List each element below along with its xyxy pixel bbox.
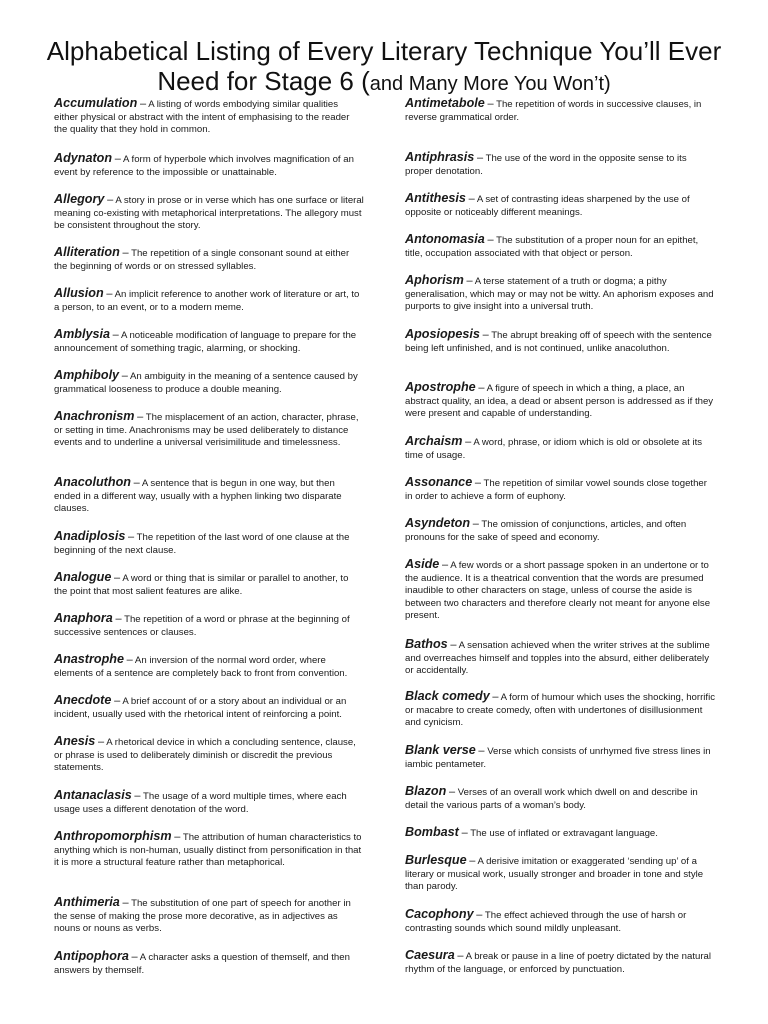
entry-term: Anaphora [54, 611, 113, 625]
glossary-entry: Adynaton – A form of hyperbole which involves magnification of an event by reference to the impossible or unattainable. [54, 151, 354, 178]
glossary-entry: Amblysia – A noticeable modification of language to prepare for the announcement of something tragic, alarming, or shocking. [54, 327, 357, 354]
glossary-entry: Aposiopesis – The abrupt breaking off of speech with the sentence being left unfinished, and is not continued, unlike anacoluthon. [405, 327, 712, 354]
entry-term: Anthropomorphism [54, 829, 172, 843]
entry-term: Allusion [54, 286, 104, 300]
glossary-entry: Aside – A few words or a short passage spoken in an undertone or to the audience. It is a theatrical convention that the words are presumed inaudible to other characters on stage, unless of course the aside is between two characters and therefore clearly not meant for anyone else present. [405, 557, 711, 622]
entry-term: Aside [405, 557, 440, 571]
glossary-entry: Anaphora – The repetition of a word or phrase at the beginning of successive sentences or clauses. [54, 611, 350, 638]
entry-definition: A set of contrasting ideas sharpened by the use of opposite or noticeably different meanings. [405, 194, 690, 218]
glossary-entry: Anthimeria – The substitution of one part of speech for another in the sense of making the prose more decorative, as in adjectives as nouns or nouns as verbs. [54, 895, 351, 935]
entry-term: Black comedy [405, 689, 490, 703]
entry-definition: A few words or a short passage spoken in an undertone or to the audience. It is a theatrical convention that the words are presumed inaudible to other characters on stage, unless of course the aside is between two characters and therefore clearly not meant for anyone else present. [405, 560, 711, 622]
entry-definition: Verses of an overall work which dwell on and describe in detail the various parts of a woman’s body. [405, 787, 698, 811]
entry-definition: A rhetorical device in which a concluding sentence, clause, or phrase is used to deliberately diminish or discredit the previous statements. [54, 737, 356, 774]
entry-term: Burlesque [405, 853, 467, 867]
entry-term: Adynaton [54, 151, 113, 165]
entry-definition: The attribution of human characteristics to anything which is non-human, usually distinct from personification in that it is more a structural feature rather than metaphorical. [54, 832, 362, 869]
glossary-entry: Anadiplosis – The repetition of the last word of one clause at the beginning of the next clause. [54, 529, 350, 556]
entry-definition: A derisive imitation or exaggerated ‘sending up’ of a literary or musical work, usually stronger and broader in tone and style than parody. [405, 856, 704, 893]
entry-definition: The use of the word in the opposite sense to its proper denotation. [405, 153, 687, 177]
entry-definition: A story in prose or in verse which has one surface or literal meaning co-existing with metaphorical interpretations. The allegory must be consistent throughout the story. [54, 195, 364, 232]
glossary-entry: Allegory – A story in prose or in verse which has one surface or literal meaning co-existing with metaphorical interpretations. The allegory must be consistent throughout the story. [54, 192, 364, 232]
entry-definition: A terse statement of a truth or dogma; a pithy generalisation, which may or may not be witty. An aphorism exposes and purports to give insight into a universal truth. [405, 276, 714, 313]
entry-definition: The repetition of similar vowel sounds close together in order to achieve a form of euphony. [405, 478, 707, 502]
page-title [20, 36, 748, 99]
entry-term: Antithesis [405, 191, 466, 205]
entry-term: Antonomasia [405, 232, 485, 246]
glossary-entry: Asyndeton – The omission of conjunctions, articles, and often pronouns for the sake of speed and economy. [405, 516, 687, 543]
entry-term: Aposiopesis [405, 327, 480, 341]
entry-term: Amphiboly [54, 368, 120, 382]
entry-term: Blank verse [405, 743, 476, 757]
entry-term: Analogue [54, 570, 112, 584]
glossary-entry: Blank verse – Verse which consists of unrhymed five stress lines in iambic pentameter. [405, 743, 711, 770]
entry-term: Amblysia [54, 327, 110, 341]
entry-definition: The abrupt breaking off of speech with the sentence being left unfinished, and is not continued, unlike anacoluthon. [405, 330, 712, 354]
glossary-entry: Antipophora – A character asks a question of themself, and then answers by themself. [54, 949, 350, 976]
entry-term: Apostrophe [405, 380, 476, 394]
entry-definition: The repetition of words in successive clauses, in reverse grammatical order. [405, 99, 702, 123]
entry-definition: A brief account of or a story about an individual or an incident, usually used with the rhetorical intent of reinforcing a point. [54, 696, 347, 720]
entry-term: Bombast [405, 825, 459, 839]
entry-definition: A word, phrase, or idiom which is old or obsolete at its time of usage. [405, 437, 703, 461]
glossary-entry: Blazon – Verses of an overall work which dwell on and describe in detail the various parts of a woman’s body. [405, 784, 698, 811]
entry-definition: A word or thing that is similar or parallel to another, to the point that most salient features are alike. [54, 573, 349, 597]
glossary-entry: Anecdote – A brief account of or a story about an individual or an incident, usually used with the rhetorical intent of reinforcing a point. [54, 693, 347, 720]
entry-definition: The effect achieved through the use of harsh or contrasting sounds which sound mildly unpleasant. [405, 910, 687, 934]
entry-term: Antanaclasis [54, 788, 132, 802]
glossary-entry: Amphiboly – An ambiguity in the meaning of a sentence caused by grammatical looseness to produce a double meaning. [54, 368, 358, 395]
glossary-entry: Analogue – A word or thing that is similar or parallel to another, to the point that most salient features are alike. [54, 570, 349, 597]
glossary-entry: Burlesque – A derisive imitation or exaggerated ‘sending up’ of a literary or musical work, usually stronger and broader in tone and style than parody. [405, 853, 704, 893]
glossary-entry: Archaism – A word, phrase, or idiom which is old or obsolete at its time of usage. [405, 434, 703, 461]
glossary-entry: Antanaclasis – The usage of a word multiple times, where each usage uses a different denotation of the word. [54, 788, 347, 815]
entry-term: Alliteration [54, 245, 120, 259]
glossary-entry: Caesura – A break or pause in a line of poetry dictated by the natural rhythm of the language, or enforced by punctuation. [405, 948, 711, 975]
entry-term: Anadiplosis [54, 529, 126, 543]
entry-definition: A sentence that is begun in one way, but then ended in a different way, usually with a hyphen linking two disparate clauses. [54, 478, 342, 515]
entry-term: Anesis [54, 734, 96, 748]
entry-definition: An inversion of the normal word order, where elements of a sentence are completely back to front from convention. [54, 655, 348, 679]
entry-definition: The usage of a word multiple times, where each usage uses a different denotation of the word. [54, 791, 347, 815]
entry-definition: The substitution of one part of speech for another in the sense of making the prose more decorative, as in adjectives as nouns or nouns as verbs. [54, 898, 351, 935]
entry-definition: The omission of conjunctions, articles, and often pronouns for the sake of speed and economy. [405, 519, 687, 543]
entry-term: Anacoluthon [54, 475, 131, 489]
entry-term: Assonance [405, 475, 473, 489]
entry-definition: A noticeable modification of language to prepare for the announcement of something tragic, alarming, or shocking. [54, 330, 357, 354]
glossary-entry: Antithesis – A set of contrasting ideas sharpened by the use of opposite or noticeably different meanings. [405, 191, 690, 218]
entry-definition: A sensation achieved when the writer strives at the sublime and overreaches himself and topples into the absurd, either deliberately or accidentally. [405, 640, 710, 677]
glossary-entry: Apostrophe – A figure of speech in which a thing, a place, an abstract quality, an idea, a dead or absent person is addressed as if they were present and capable of understanding. [405, 380, 714, 420]
glossary-entry: Alliteration – The repetition of a single consonant sound at either the beginning of words or on stressed syllables. [54, 245, 350, 272]
entry-term: Anthimeria [54, 895, 120, 909]
entry-term: Anecdote [54, 693, 112, 707]
entry-definition: The substitution of a proper noun for an epithet, title, occupation associated with that object or person. [405, 235, 699, 259]
glossary-entry: Accumulation – A listing of words embodying similar qualities either physical or abstract with the intent of emphasising to the reader the quality that they hold in common. [54, 96, 350, 136]
entry-definition: The misplacement of an action, character, phrase, or setting in time. Anachronisms may be used deliberately to distance events and to underline a universal verisimilitude and timelessness. [54, 412, 359, 449]
entry-term: Asyndeton [405, 516, 471, 530]
glossary-entry: Anthropomorphism – The attribution of human characteristics to anything which is non-human, usually distinct from personification in that it is more a structural feature rather than metaphorical. [54, 829, 362, 869]
entry-term: Caesura [405, 948, 455, 962]
entry-term: Blazon [405, 784, 447, 798]
entry-term: Anastrophe [54, 652, 124, 666]
glossary-entry: Bathos – A sensation achieved when the writer strives at the sublime and overreaches himself and topples into the absurd, either deliberately or accidentally. [405, 637, 710, 677]
glossary-entry: Aphorism – A terse statement of a truth or dogma; a pithy generalisation, which may or may not be witty. An aphorism exposes and purports to give insight into a universal truth. [405, 273, 714, 313]
glossary-entry: Anacoluthon – A sentence that is begun in one way, but then ended in a different way, usually with a hyphen linking two disparate clauses. [54, 475, 342, 515]
entry-term: Bathos [405, 637, 448, 651]
entry-definition: Verse which consists of unrhymed five stress lines in iambic pentameter. [405, 746, 711, 770]
glossary-entry: Antiphrasis – The use of the word in the opposite sense to its proper denotation. [405, 150, 687, 177]
glossary-entry: Bombast – The use of inflated or extravagant language. [405, 825, 658, 839]
glossary-entry: Allusion – An implicit reference to another work of literature or art, to a person, to an event, or to a modern meme. [54, 286, 360, 313]
glossary-entry: Assonance – The repetition of similar vowel sounds close together in order to achieve a form of euphony. [405, 475, 707, 502]
entry-definition: A break or pause in a line of poetry dictated by the natural rhythm of the language, or enforced by punctuation. [405, 951, 711, 975]
glossary-entry: Antonomasia – The substitution of a proper noun for an epithet, title, occupation associated with that object or person. [405, 232, 699, 259]
entry-term: Antimetabole [405, 96, 485, 110]
entry-definition: A form of humour which uses the shocking, horrific or macabre to create comedy, often with undertones of disillusionment and cynicism. [405, 692, 715, 729]
entry-definition: An implicit reference to another work of literature or art, to a person, to an event, or to a modern meme. [54, 289, 360, 313]
entry-definition: A listing of words embodying similar qualities either physical or abstract with the intent of emphasising to the reader the quality that they hold in common. [54, 99, 350, 136]
entry-term: Cacophony [405, 907, 474, 921]
entry-term: Archaism [405, 434, 463, 448]
entry-term: Anachronism [54, 409, 135, 423]
entry-term: Antiphrasis [405, 150, 475, 164]
glossary-entry: Anesis – A rhetorical device in which a concluding sentence, clause, or phrase is used to deliberately diminish or discredit the previous statements. [54, 734, 356, 774]
entry-term: Aphorism [405, 273, 464, 287]
glossary-entry: Anachronism – The misplacement of an action, character, phrase, or setting in time. Anachronisms may be used deliberately to distance events and to underline a universal verisimilitude and timelessness. [54, 409, 359, 449]
glossary-entry: Cacophony – The effect achieved through the use of harsh or contrasting sounds which sound mildly unpleasant. [405, 907, 687, 934]
glossary-entry: Black comedy – A form of humour which uses the shocking, horrific or macabre to create comedy, often with undertones of disillusionment and cynicism. [405, 689, 715, 729]
entry-definition: An ambiguity in the meaning of a sentence caused by grammatical looseness to produce a double meaning. [54, 371, 358, 395]
entry-term: Allegory [54, 192, 105, 206]
entry-term: Antipophora [54, 949, 129, 963]
entry-definition: The repetition of the last word of one clause at the beginning of the next clause. [54, 532, 350, 556]
title-main: Alphabetical Listing of Every Literary Technique You’ll Ever Need for Stage 6 ( [46, 36, 722, 96]
entry-definition: The repetition of a word or phrase at the beginning of successive sentences or clauses. [54, 614, 350, 638]
glossary-entry: Antimetabole – The repetition of words in successive clauses, in reverse grammatical order. [405, 96, 702, 123]
entry-term: Accumulation [54, 96, 138, 110]
entry-definition: A figure of speech in which a thing, a place, an abstract quality, an idea, a dead or absent person is addressed as if they were present and capable of understanding. [405, 383, 714, 420]
entry-definition: A character asks a question of themself, and then answers by themself. [54, 952, 350, 976]
entry-definition: A form of hyperbole which involves magnification of an event by reference to the impossible or unattainable. [54, 154, 354, 178]
entry-definition: The use of inflated or extravagant language. [470, 828, 658, 839]
title-subtitle: and Many More You Won’t) [369, 73, 611, 95]
entry-definition: The repetition of a single consonant sound at either the beginning of words or on stressed syllables. [54, 248, 350, 272]
glossary-entry: Anastrophe – An inversion of the normal word order, where elements of a sentence are completely back to front from convention. [54, 652, 348, 679]
